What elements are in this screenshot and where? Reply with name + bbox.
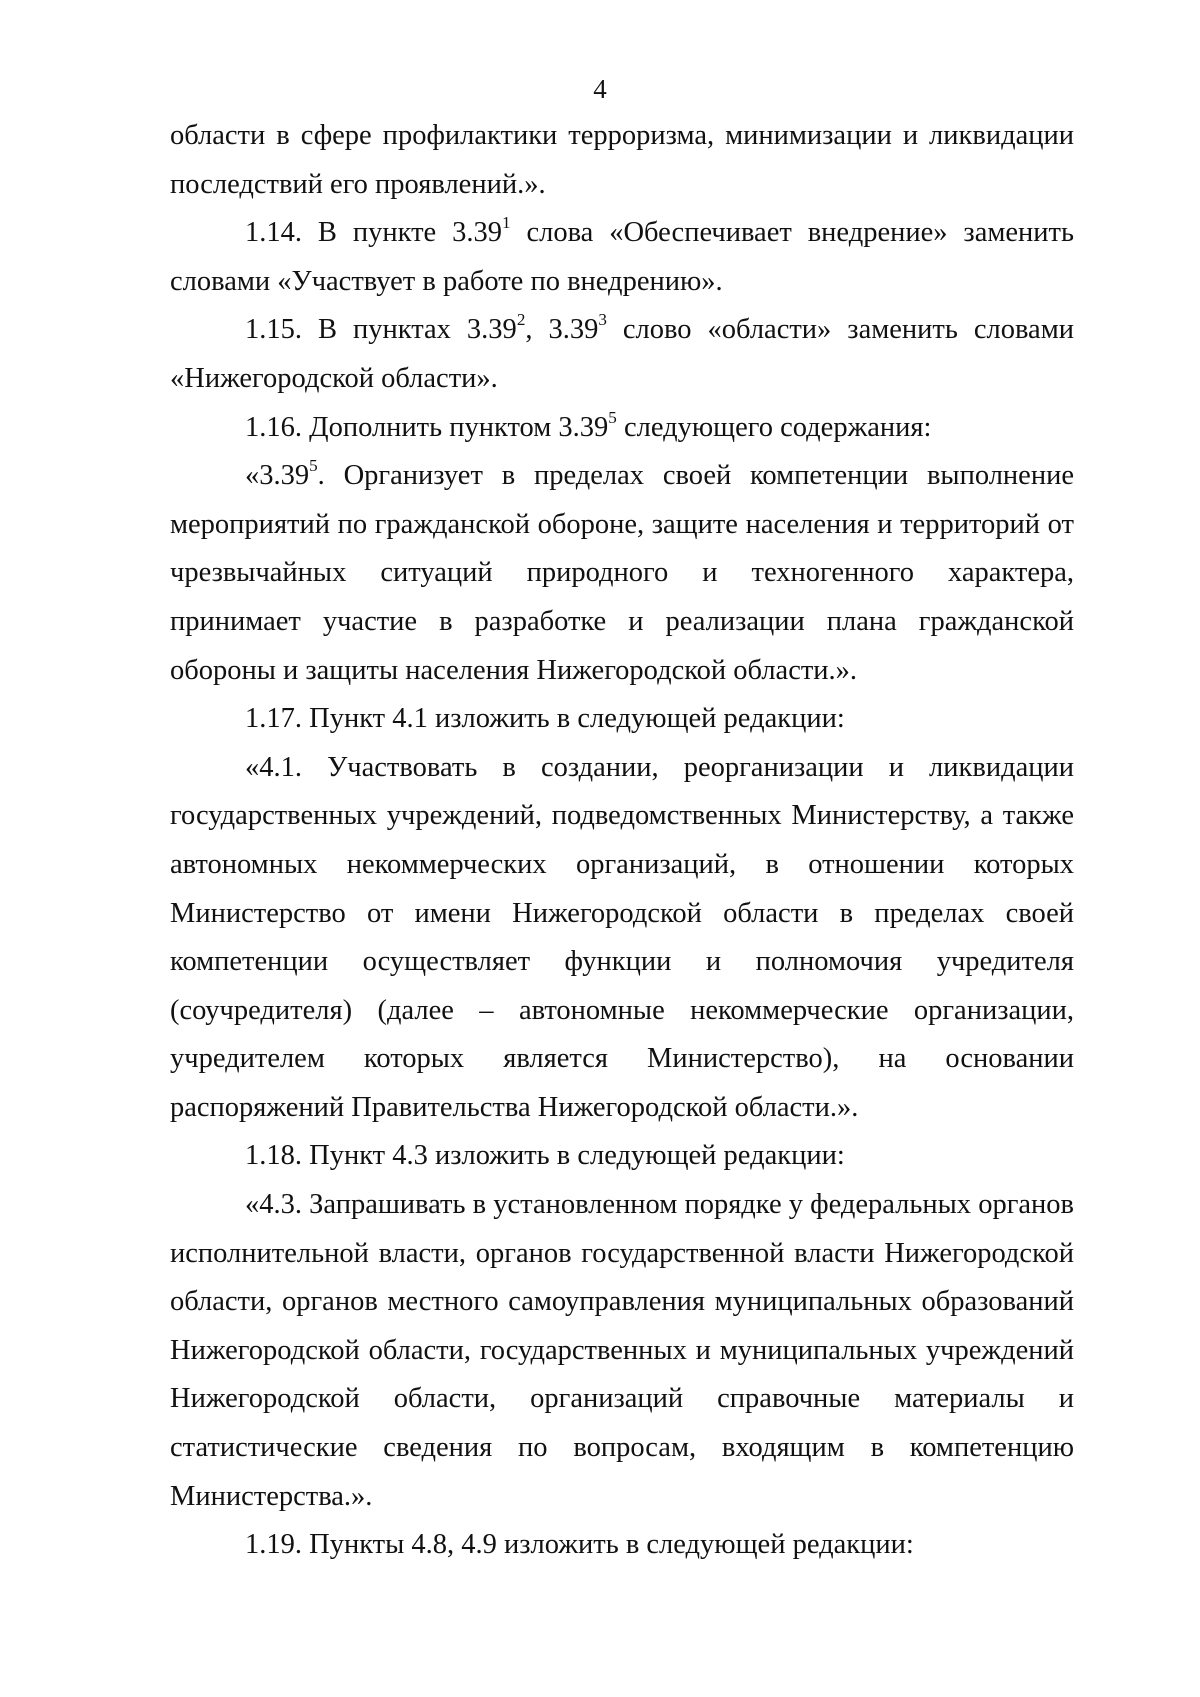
text-run: «4.3. Запрашивать в установленном порядке у федеральных органов исполнительной власти, органов государственной власти Нижегородской области, органов местного самоуправления муниципальных образований Нижегородской области, государственных и муниципальных учреждений Нижегородской области, организаций справочные материалы и статистические сведения по вопросам, входящим в компетенцию Министерства.». bbox=[170, 1189, 1074, 1512]
superscript: 5 bbox=[608, 407, 617, 427]
paragraph-continuation bbox=[170, 112, 1074, 209]
superscript: 3 bbox=[598, 310, 607, 330]
paragraph-1-14 bbox=[170, 209, 1074, 306]
paragraph-quote-4-1 bbox=[170, 744, 1074, 1133]
text-run: «4.1. Участвовать в создании, реорганизации и ликвидации государственных учреждений, подведомственных Министерству, а также автономных некоммерческих организаций, в отношении которых Министерство от имени Нижегородской области в пределах своей компетенции осуществляет функции и полномочия учредителя (соучредителя) (далее – автономные некоммерческие организации, учредителем которых является Министерство), на основании распоряжений Правительства Нижегородской области.». bbox=[170, 751, 1074, 1123]
paragraph-quote-4-3 bbox=[170, 1181, 1074, 1521]
paragraph-1-19 bbox=[170, 1521, 1074, 1570]
text-run: . Организует в пределах своей компетенции выполнение мероприятий по гражданской обороне, защите населения и территорий от чрезвычайных ситуаций природного и техногенного характера, принимает участие в разработке и реализации плана гражданской обороны и защиты населения Нижегородской области.». bbox=[170, 460, 1074, 686]
superscript: 5 bbox=[309, 456, 318, 476]
text-run: 1.17. Пункт 4.1 изложить в следующей редакции: bbox=[245, 703, 845, 735]
text-run: 1.18. Пункт 4.3 изложить в следующей редакции: bbox=[245, 1140, 845, 1172]
text-run: слово «области» заменить словами «Нижегородской области». bbox=[170, 314, 1074, 394]
text-run: 1.19. Пункты 4.8, 4.9 изложить в следующей редакции: bbox=[245, 1529, 914, 1561]
text-run: 1.16. Дополнить пунктом 3.39 bbox=[245, 411, 609, 443]
text-run: , 3.39 bbox=[525, 314, 599, 346]
document-body bbox=[170, 112, 1074, 1570]
text-run: области в сфере профилактики терроризма, минимизации и ликвидации последствий его проявлений.». bbox=[170, 120, 1074, 200]
paragraph-1-18 bbox=[170, 1132, 1074, 1181]
text-run: «3.39 bbox=[245, 460, 310, 492]
text-run: следующего содержания: bbox=[616, 411, 932, 443]
paragraph-1-16 bbox=[170, 404, 1074, 453]
paragraph-1-17 bbox=[170, 695, 1074, 744]
page-number: 4 bbox=[593, 74, 607, 104]
superscript: 1 bbox=[501, 213, 511, 233]
paragraph-1-15 bbox=[170, 306, 1074, 403]
text-run: 1.15. В пунктах 3.39 bbox=[245, 314, 517, 346]
text-run: 1.14. В пункте 3.39 bbox=[245, 217, 502, 249]
superscript: 2 bbox=[516, 310, 526, 330]
text-run: слова «Обеспечивает внедрение» заменить словами «Участвует в работе по внедрению». bbox=[170, 217, 1074, 297]
paragraph-quote-3-39-5 bbox=[170, 452, 1074, 695]
